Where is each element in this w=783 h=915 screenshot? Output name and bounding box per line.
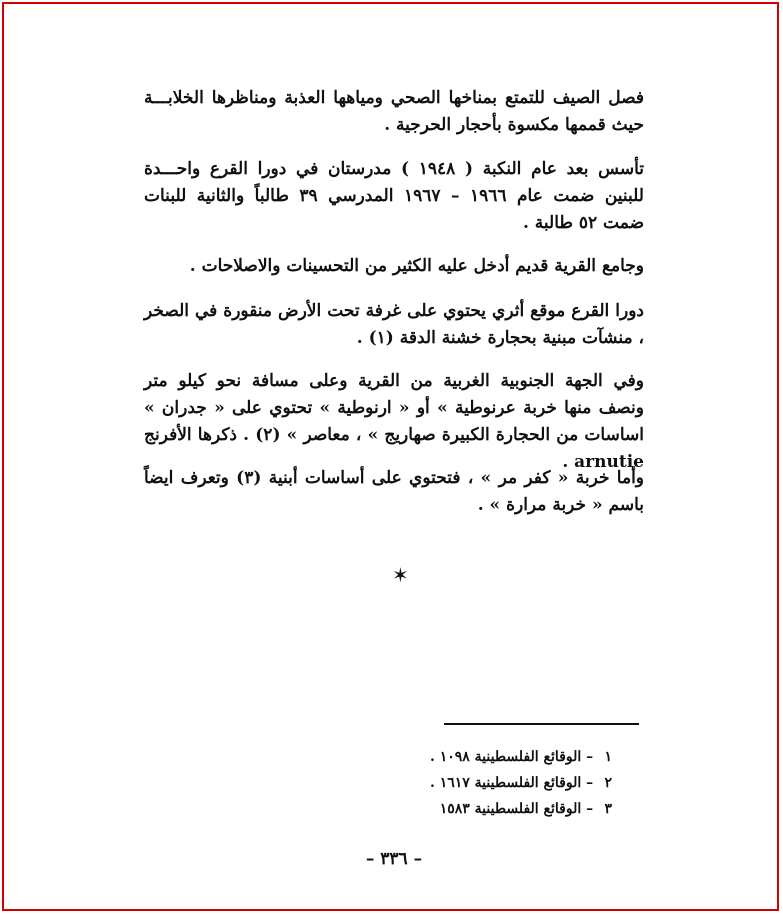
footnote-number: ١ (604, 749, 612, 765)
footnote-item (430, 770, 612, 796)
footnote-item (430, 796, 612, 822)
section-separator-star: ✶ (392, 563, 409, 587)
paragraph-4: دورا القرع موقع أثري يحتوي على غرفة تحت الأرض منقورة في الصخر ، منشآت مبنية بحجارة خشنة الدقة (١) . (144, 301, 644, 348)
footnote-rule (444, 723, 639, 725)
footnote-number: ٣ (604, 801, 612, 817)
footnote-item (430, 744, 612, 770)
page-number: – ٣٣٦ – (365, 849, 423, 869)
footnotes (430, 744, 612, 822)
paragraph-1: فصل الصيف للتمتع بمناخها الصحي ومياهها العذبة ومناظرها الخلابـــة حيث قممها مكسوة بأحجار الحرجية . (144, 88, 644, 135)
paragraph-5: وفي الجهة الجنوبية الغربية من القرية وعلى مسافة نحو كيلو متر ونصف منها خربة عرنوطية » أو « ارنوطية » تحتوي على « جدران » اساسات من الحجارة الكبيرة صهاريج » ، معاصر » (٢) . ذكرها الأفرنج arnutie . (144, 371, 644, 472)
footnote-text: – الوقائع الفلسطينية ١٦١٧ . (429, 775, 594, 791)
page-frame (2, 2, 779, 911)
paragraph-6: وأما خربة « كفر مر » ، فتحتوي على أساسات أبنية (٣) وتعرف ايضاً باسم « خربة مرارة » . (144, 468, 645, 515)
paragraph-2: تأسس بعد عام النكبة ( ١٩٤٨ ) مدرستان في دورا القرع واحـــدة للبنين ضمت عام ١٩٦٦ – ١٩٦٧ المدرسي ٣٩ طالباً والثانية للبنات ضمت ٥٢ طالبة . (144, 159, 645, 233)
footnote-text: – الوقائع الفلسطينية ١٥٨٣ (439, 801, 594, 817)
footnote-text: – الوقائع الفلسطينية ١٠٩٨ . (429, 749, 594, 765)
footnote-number: ٢ (604, 775, 612, 791)
paragraph-3: وجامع القرية قديم أدخل عليه الكثير من التحسينات والاصلاحات . (189, 256, 644, 276)
